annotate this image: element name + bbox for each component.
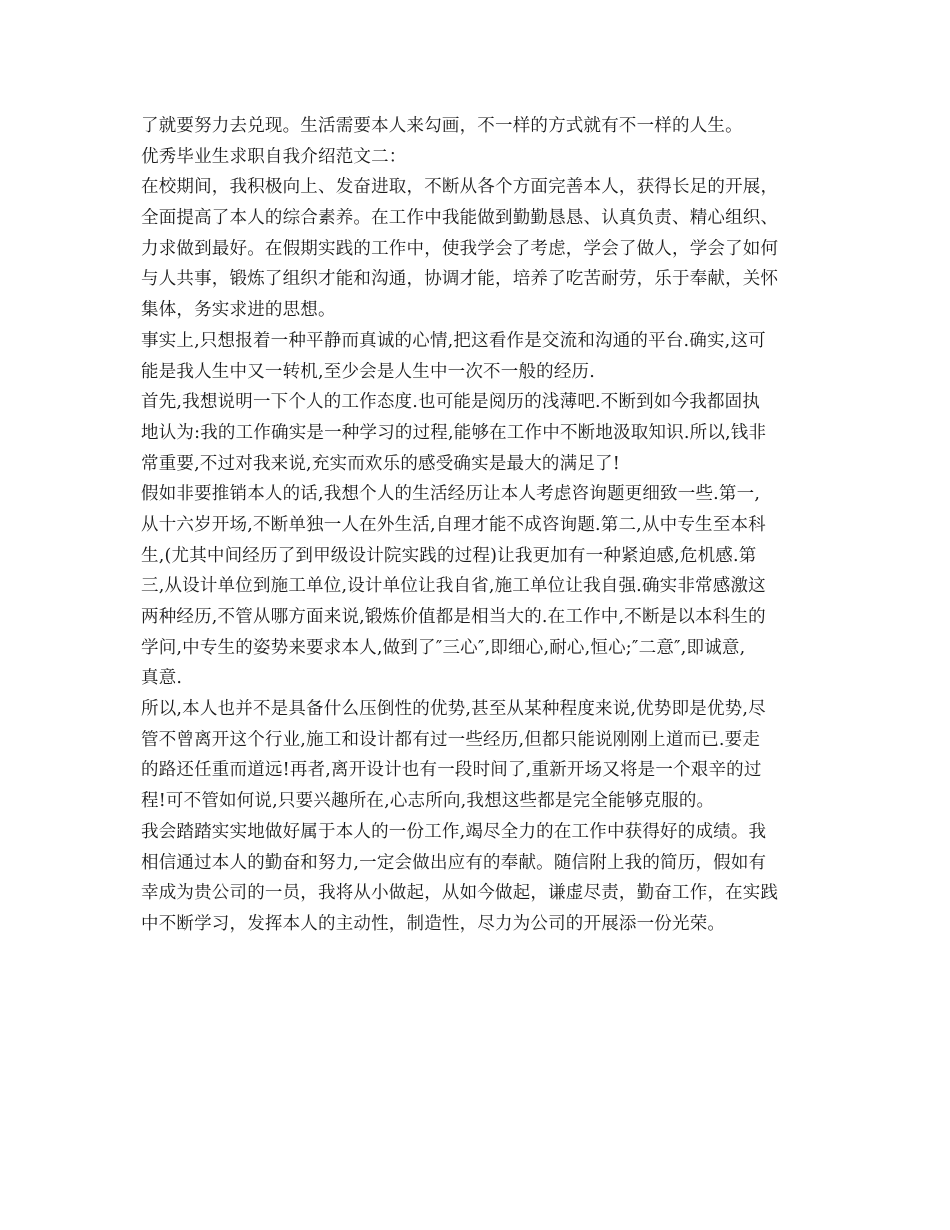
- text-line: 在校期间，我积极向上、发奋进取，不断从各个方面完善本人，获得长足的开展，: [141, 177, 779, 198]
- text-line: 相信通过本人的勤奋和努力,一定会做出应有的奉献。随信附上我的简历，假如有: [141, 852, 767, 873]
- text-line: 的路还任重而道远!再者,离开设计也有一段时间了,重新开场又将是一个艰辛的过: [141, 760, 762, 781]
- text-line: 所以,本人也并不是具备什么压倒性的优势,甚至从某种程度来说,优势即是优势,尽: [141, 699, 766, 720]
- text-line: 我会踏踏实实地做好属于本人的一份工作,竭尽全力的在工作中获得好的成绩。我: [141, 821, 767, 842]
- text-line: 全面提高了本人的综合素养。在工作中我能做到勤勤恳恳、认真负责、精心组织、: [141, 208, 779, 229]
- text-line: 从十六岁开场,不断单独一人在外生活,自理才能不成咨询题.第二,从中专生至本科: [141, 514, 766, 535]
- text-line: 生,(尤其中间经历了到甲级设计院实践的过程)让我更加有一种紧迫感,危机感.第: [141, 545, 757, 566]
- section-heading: 优秀毕业生求职自我介绍范文二：: [141, 146, 407, 167]
- document-body: [141, 111, 821, 940]
- text-line: 了就要努力去兑现。生活需要本人来勾画，不一样的方式就有不一样的人生。: [141, 116, 743, 136]
- text-line: 与人共事，锻炼了组织才能和沟通，协调才能，培养了吃苦耐劳，乐于奉献，关怀: [141, 269, 779, 290]
- text-line: 能是我人生中又一转机,至少会是人生中一次不一般的经历.: [141, 361, 596, 382]
- text-line: 三,从设计单位到施工单位,设计单位让我自省,施工单位让我自强.确实非常感激这: [141, 576, 766, 597]
- text-line: 常重要,不过对我来说,充实而欢乐的感受确实是最大的满足了!: [141, 453, 620, 474]
- text-line: 中不断学习，发挥本人的主动性，制造性，尽力为公司的开展添一份光荣。: [141, 913, 726, 934]
- text-line: 力求做到最好。在假期实践的工作中，使我学会了考虑，学会了做人，学会了如何: [141, 238, 779, 259]
- text-line: 两种经历,不管从哪方面来说,锻炼价值都是相当大的.在工作中,不断是以本科生的: [141, 607, 766, 627]
- text-line: 幸成为贵公司的一员，我将从小做起，从如今做起，谦虚尽责，勤奋工作，在实践: [141, 883, 779, 904]
- text-line: 真意.: [141, 668, 183, 689]
- text-line: 假如非要推销本人的话,我想个人的生活经历让本人考虑咨询题更细致一些.第一,: [141, 484, 761, 505]
- text-line: 管不曾离开这个行业,施工和设计都有过一些经历,但都只能说刚刚上道而已.要走: [141, 729, 761, 750]
- text-line: 首先,我想说明一下个人的工作态度.也可能是阅历的浅薄吧.不断到如今我都固执: [141, 392, 761, 413]
- text-line: 学问,中专生的姿势来要求本人,做到了″三心″,即细心,耐心,恒心;″二意″,即诚意,: [141, 637, 746, 658]
- text-line: 地认为:我的工作确实是一种学习的过程,能够在工作中不断地汲取知识.所以,钱非: [141, 422, 767, 443]
- text-line: 程!可不管如何说,只要兴趣所在,心志所向,我想这些都是完全能够克服的。: [141, 791, 715, 812]
- text-line: 事实上,只想报着一种平静而真诚的心情,把这看作是交流和沟通的平台.确实,这可: [141, 330, 766, 351]
- text-line: 集体，务实求进的思想。: [141, 300, 336, 321]
